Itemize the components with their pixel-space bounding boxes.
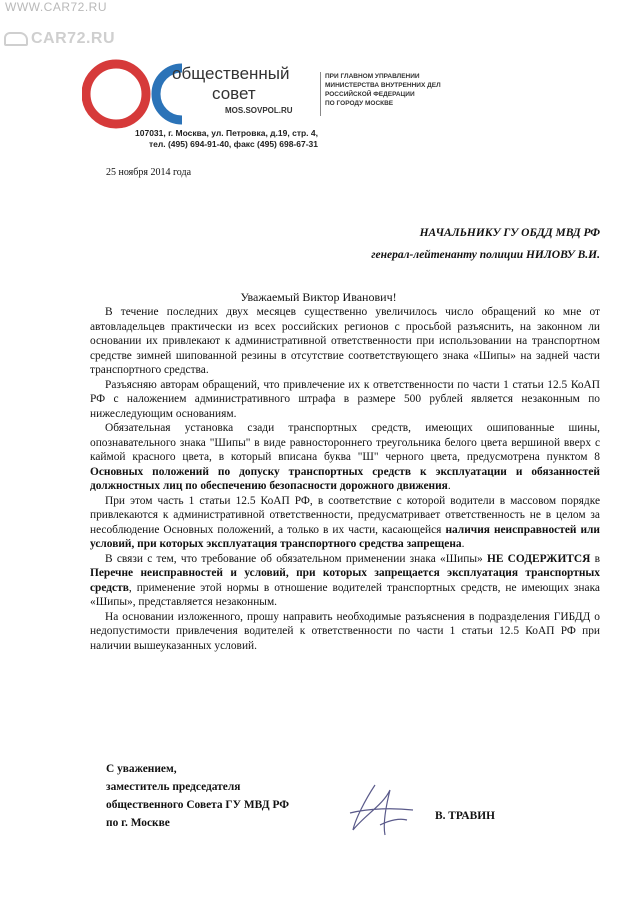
org-line: РОССИЙСКОЙ ФЕДЕРАЦИИ: [325, 91, 415, 98]
paragraph-3: [90, 421, 600, 494]
p5-bold1: НЕ СОДЕРЖИТСЯ: [486, 552, 591, 565]
letterhead-logo: [82, 48, 637, 138]
p4-bold: наличия неисправностей или условий, при которых эксплуатация транспортного средства запрещена: [90, 523, 600, 550]
logo-title: общественный: [172, 64, 290, 83]
logo-org: [325, 72, 441, 108]
closing-line3: общественного Совета ГУ МВД РФ: [106, 799, 290, 811]
letter-body: [90, 305, 600, 653]
logo-site: MOS.SOVPOL.RU: [225, 106, 293, 115]
p5-bold2: Перечне неисправностей и условий, при которых запрещается эксплуатация транспортных средств: [90, 567, 600, 594]
paragraph-1: В течение последних двух месяцев существенно увеличилось число обращений ко мне от автовладельцев практически из всех российских регионов с просьбой разъяснить, на законном ли основании их привлекают к административной ответственности при использовании на транспортном средстве зимней шипованной резины в отсутствие соответствующего знака «Шипы» на задней части транспортного средства.: [90, 306, 600, 376]
letter-date: 25 ноября 2014 года: [106, 167, 192, 178]
car-icon: [4, 32, 28, 46]
closing-line2: заместитель председателя: [106, 781, 241, 793]
phone-line: тел. (495) 694-91-40, факс (495) 698-67-31: [148, 139, 318, 149]
org-line: ПО ГОРОДУ МОСКВЕ: [325, 100, 394, 107]
logo-divider: [320, 72, 321, 116]
paragraph-4: [90, 494, 600, 552]
closing-line4: по г. Москве: [106, 817, 170, 829]
recipient-line1: НАЧАЛЬНИКУ ГУ ОБДД МВД РФ: [419, 227, 600, 239]
p3-end: .: [447, 480, 451, 492]
p5-text: В связи с тем, что требование об обязательном применении знака «Шипы»: [105, 552, 487, 565]
p5-mid: в: [590, 552, 600, 565]
watermark-logo: [4, 30, 115, 48]
paragraph-6: На основании изложенного, прошу направить необходимые разъяснения в подразделения ГИБДД о недопустимости привлечения водителей к ответственности по части 1 статьи 12.5 КоАП РФ при наличии вышеуказанных условий.: [90, 610, 600, 652]
signer-name: В. ТРАВИН: [435, 810, 495, 822]
p3-bold: Основных положений по допуску транспортных средств к эксплуатации и обязанностей должностных лиц по обеспечению безопасности дорожного движения: [90, 465, 600, 492]
handwritten-signature-icon: [345, 780, 415, 840]
os-logo-icon: [82, 48, 182, 138]
closing-line1: С уважением,: [106, 763, 177, 775]
paragraph-2: Разъясняю авторам обращений, что привлечение их к ответственности по части 1 статьи 12.5 КоАП РФ с наложением административного штрафа в размере 500 рублей является незаконным по нижеследующим основаниям.: [90, 378, 600, 420]
org-line: МИНИСТЕРСТВА ВНУТРЕННИХ ДЕЛ: [325, 82, 441, 89]
logo-subtitle: совет: [212, 84, 256, 103]
paragraph-5: [90, 552, 600, 610]
p4-end: .: [461, 538, 465, 550]
recipient: [371, 222, 600, 266]
address-line: 107031, г. Москва, ул. Петровка, д.19, стр. 4,: [135, 128, 318, 138]
recipient-line2: генерал-лейтенанту полиции НИЛОВУ В.И.: [371, 249, 600, 261]
p4-text: При этом часть 1 статьи 12.5 КоАП РФ, в соответствие с которой водители в массовом порядке привлекаются к административной ответственности, предусматривает ответственность не в целом за несоблюдение Основных положений, а только в их части, касающейся: [90, 494, 600, 536]
org-line: ПРИ ГЛАВНОМ УПРАВЛЕНИИ: [325, 73, 420, 80]
p3-text: Обязательная установка сзади транспортных средств, имеющих ошипованные шины, опознавательного знака "Шипы" в виде равностороннего треугольника белого цвета вершиной вверх с каймой красного цвета, в который вписана буква "Ш" черного цвета, предусмотрена пунктом 8: [90, 422, 600, 463]
address: [98, 128, 318, 150]
watermark-logo-text: CAR72.RU: [31, 30, 116, 47]
greeting: Уважаемый Виктор Иванович!: [240, 290, 397, 304]
p5-end: , применение этой нормы в отношение водителей транспортных средств, не имеющих знака «Шипы», представляется незаконным.: [90, 581, 600, 608]
closing: [106, 760, 289, 832]
watermark-top: WWW.CAR72.RU: [5, 0, 107, 14]
